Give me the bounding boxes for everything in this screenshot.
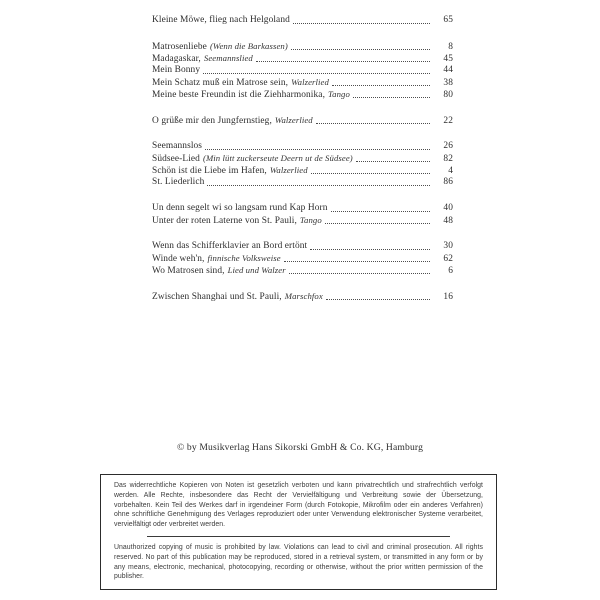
song-genre: Walzerlied [269,165,308,175]
page-number: 26 [443,141,453,151]
song-title: Madagaskar, [152,54,201,64]
page-number: 65 [443,15,453,25]
toc-entry [152,40,453,52]
dot-leader [311,173,430,174]
page-number: 40 [443,203,453,213]
song-genre: Tango [299,215,322,225]
dot-leader [353,97,430,98]
page-number: 62 [443,254,453,264]
page-number: 80 [443,90,453,100]
dot-leader [205,149,430,150]
toc-group [152,240,453,276]
page-number: 48 [443,216,453,226]
toc-entry [152,240,453,252]
toc-entry [152,76,453,88]
copyright-line: © by Musikverlag Hans Sikorski GmbH & Co. KG, Hamburg [176,442,424,453]
toc-group [152,14,453,26]
song-genre: Walzerlied [274,115,313,125]
toc-group [152,290,453,302]
dot-leader [207,185,430,186]
toc-entry [152,14,453,26]
toc-entry [152,152,453,164]
legal-text-english: Unauthorized copying of music is prohibited by law. Violations can lead to civil and criminal prosecution. All rights reserved. No part of this publication may be reproduced, stored in a retrieval system, or transmitted in any form or by any means, electronic, mechanical, photocopying, recording or otherwise, without the prior written permission of the publisher. [114,543,483,581]
table-of-contents [152,14,453,316]
song-genre: (Wenn die Barkassen) [209,41,288,51]
song-title: Wo Matrosen sind, [152,266,225,276]
song-genre: Tango [328,89,350,99]
song-title: Winde weh'n, [152,254,205,264]
song-title: Unter der roten Laterne von St. Pauli, [152,216,297,226]
dot-leader [203,73,430,74]
song-title: Zwischen Shanghai und St. Pauli, [152,292,282,302]
song-genre: Lied und Walzer [227,265,286,275]
page-number: 30 [443,241,453,251]
song-genre: (Min lütt zuckerseute Deern ut de Südsee) [202,153,353,163]
song-genre: finnische Volksweise [207,253,281,263]
dot-leader [332,85,430,86]
toc-entry [152,264,453,276]
toc-entry [152,176,453,188]
legal-text-german: Das widerrechtliche Kopieren von Noten ist gesetzlich verboten und kann privatrechtlich und strafrechtlich verfolgt werden. Alle Rechte, insbesondere das Recht der Vervielfältigung und Verbreitung sowie der Übersetzung, vorbehalten. Kein Teil des Werkes darf in irgendeiner Form (durch Fotokopie, Mikrofilm oder ein anderes Verfahren) ohne schriftliche Genehmigung des Verlages reproduziert oder unter Verwendung elektronischer Systeme verarbeitet, vervielfältigt oder verbreitet werden. [114,482,483,529]
toc-entry [152,114,453,126]
page-number: 6 [448,266,453,276]
dot-leader [289,273,430,274]
dot-leader [291,49,430,50]
toc-group [152,114,453,126]
legal-notice-box [100,474,497,590]
toc-entry [152,290,453,302]
dot-leader [326,299,430,300]
song-genre: Marschfox [284,291,323,301]
toc-entry [152,252,453,264]
toc-entry [152,88,453,100]
dot-leader [284,261,430,262]
song-title: Wenn das Schifferklavier an Bord ertönt [152,241,308,251]
dot-leader [356,161,430,162]
song-title: Schön ist die Liebe im Hafen, [152,166,267,176]
dot-leader [293,23,430,24]
dot-leader [256,61,430,62]
page-number: 82 [443,154,453,164]
page-number: 86 [443,177,453,187]
song-genre: Walzerlied [291,77,329,87]
toc-group [152,140,453,188]
toc-entry [152,202,453,214]
song-title: O grüße mir den Jungfernstieg, [152,116,272,126]
dot-leader [325,223,430,224]
song-title: Südsee-Lied [152,154,200,164]
page-number: 44 [443,65,453,75]
toc-group [152,40,453,100]
song-title: St. Liederlich [152,177,205,187]
toc-entry [152,64,453,76]
page-number: 22 [443,116,453,126]
page-number: 8 [448,42,453,52]
song-title: Matrosenliebe [152,42,207,52]
song-title: Mein Schatz muß ein Matrose sein, [152,78,289,88]
dot-leader [316,123,430,124]
legal-divider-line [147,536,450,537]
toc-entry [152,52,453,64]
dot-leader [310,249,430,250]
dot-leader [331,211,430,212]
song-title: Un denn segelt wi so langsam rund Kap Horn [152,203,328,213]
toc-entry [152,140,453,152]
song-title: Kleine Möwe, flieg nach Helgoland [152,15,290,25]
toc-group [152,202,453,226]
song-title: Seemannslos [152,141,203,151]
song-title: Meine beste Freundin ist die Ziehharmonika, [152,90,326,100]
page-number: 45 [443,54,453,64]
toc-entry [152,164,453,176]
page-number: 4 [448,166,453,176]
page-number: 38 [443,78,453,88]
song-genre: Seemannslied [203,53,253,63]
page-number: 16 [443,292,453,302]
song-title: Mein Bonny [152,65,201,75]
toc-entry [152,214,453,226]
